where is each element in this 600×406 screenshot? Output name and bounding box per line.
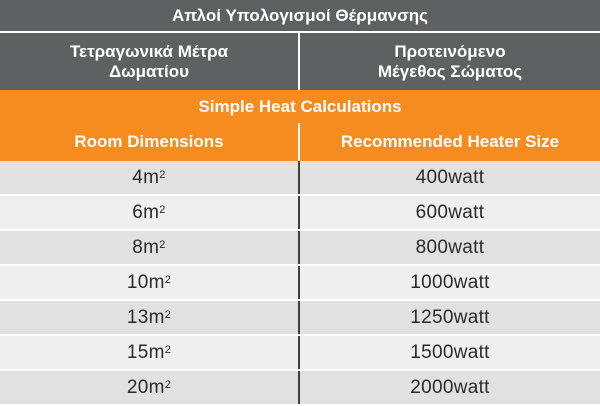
room-size-cell: 15 m $^2$	[0, 336, 300, 369]
greek-table-title: Απλοί Υπολογισμοί Θέρμανσης	[0, 0, 600, 31]
table-row	[0, 336, 600, 371]
table-row	[0, 231, 600, 266]
english-table-title: Simple Heat Calculations	[0, 90, 600, 123]
header-recommended-heater-size: Recommended Heater Size	[340, 132, 560, 151]
table-body	[0, 161, 600, 406]
heater-size-cell: 800watt	[415, 236, 485, 258]
table-row	[0, 371, 600, 406]
room-size-cell: 20 m $^2$	[0, 371, 300, 404]
room-size-cell: 8 m $^2$	[0, 231, 300, 264]
heater-size-cell: 1000watt	[410, 271, 490, 293]
table-row	[0, 196, 600, 231]
table-row	[0, 266, 600, 301]
greek-header-room-dimensions: Τετραγωνικά Μέτρα Δωματίου	[0, 33, 300, 90]
room-size-cell: 10 m $^2$	[0, 266, 300, 299]
heater-size-cell: 1250watt	[410, 306, 490, 328]
table-row	[0, 301, 600, 336]
greek-header-heater-size: Προτεινόμενο Μέγεθος Σώματος	[377, 41, 523, 81]
greek-column-headers	[0, 33, 600, 90]
header-room-dimensions: Room Dimensions	[0, 123, 300, 161]
room-size-cell: 4 m $^2$	[0, 161, 300, 194]
room-size-cell: 6 m $^2$	[0, 196, 300, 229]
table-row	[0, 161, 600, 196]
heater-size-cell: 600watt	[415, 201, 485, 223]
heater-size-cell: 400watt	[415, 166, 485, 188]
heater-size-cell: 1500watt	[410, 341, 490, 363]
room-size-cell: 13 m $^2$	[0, 301, 300, 334]
english-column-headers	[0, 123, 600, 161]
heater-size-cell: 2000watt	[410, 376, 490, 398]
